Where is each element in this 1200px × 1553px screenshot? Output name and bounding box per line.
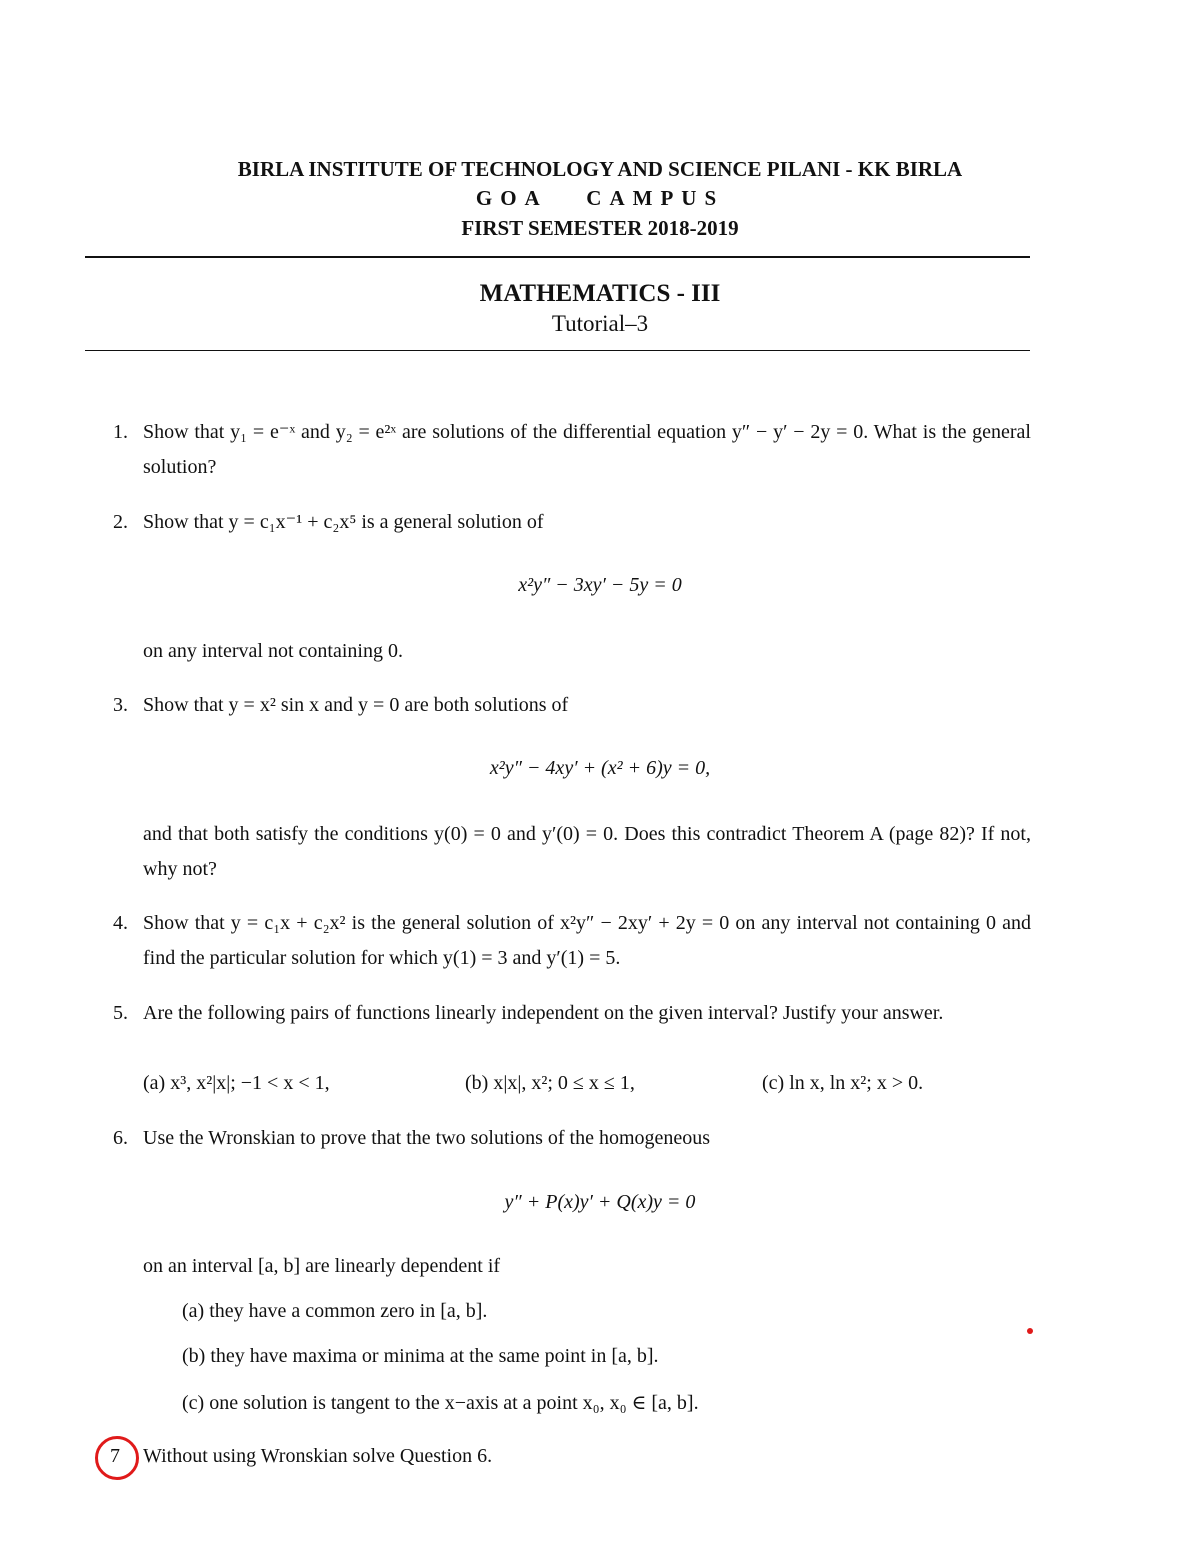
red-annotation-dot bbox=[1027, 1328, 1033, 1334]
question-5-number: 5. bbox=[113, 1002, 128, 1024]
question-5-text: Are the following pairs of functions linearly independent on the given interval? Justify your answer. bbox=[143, 1002, 944, 1024]
question-6-after: on an interval [a, b] are linearly dependent if bbox=[143, 1255, 501, 1277]
question-4-text: Show that y = c₁x + c₂x² is the general solution of x²y″ − 2xy′ + 2y = 0 on any interval not containing 0 and find the particular solution for which y(1) = 3 and y′(1) = 5. bbox=[143, 912, 1031, 969]
question-3-after: and that both satisfy the conditions y(0) = 0 and y′(0) = 0. Does this contradict Theorem A (page 82)? If not, why not? bbox=[143, 823, 1031, 880]
question-2-number: 2. bbox=[113, 511, 128, 533]
header-divider bbox=[85, 256, 1030, 258]
question-3-equation: x²y″ − 4xy′ + (x² + 6)y = 0, bbox=[489, 757, 711, 779]
question-6-part-b: (b) they have maxima or minima at the same point in [a, b]. bbox=[182, 1345, 659, 1367]
question-6-part-c: (c) one solution is tangent to the x−axis at a point x₀, x₀ ∈ [a, b]. bbox=[182, 1392, 699, 1414]
question-7-number: 7 bbox=[110, 1445, 120, 1467]
question-6-equation: y″ + P(x)y′ + Q(x)y = 0 bbox=[504, 1191, 696, 1213]
question-5-part-a: (a) x³, x²|x|; −1 < x < 1, bbox=[143, 1072, 330, 1094]
question-1-number: 1. bbox=[113, 421, 128, 443]
question-2-equation: x²y″ − 3xy′ − 5y = 0 bbox=[518, 574, 682, 596]
question-3-number: 3. bbox=[113, 694, 128, 716]
campus-name: GOA CAMPUS bbox=[475, 186, 725, 210]
question-5-part-b: (b) x|x|, x²; 0 ≤ x ≤ 1, bbox=[465, 1072, 635, 1094]
question-2-after: on any interval not containing 0. bbox=[143, 640, 403, 662]
question-6-text: Use the Wronskian to prove that the two solutions of the homogeneous bbox=[143, 1127, 711, 1149]
question-2-text: Show that y = c₁x⁻¹ + c₂x⁵ is a general solution of bbox=[143, 511, 544, 533]
course-title: MATHEMATICS - III bbox=[479, 280, 721, 307]
institute-name: BIRLA INSTITUTE OF TECHNOLOGY AND SCIENCE PILANI - KK BIRLA bbox=[237, 157, 963, 181]
question-5-part-c: (c) ln x, ln x²; x > 0. bbox=[762, 1072, 924, 1094]
question-7-text: Without using Wronskian solve Question 6. bbox=[143, 1445, 493, 1467]
question-6-number: 6. bbox=[113, 1127, 128, 1149]
semester-label: FIRST SEMESTER 2018-2019 bbox=[461, 216, 739, 240]
question-4-number: 4. bbox=[113, 912, 128, 934]
title-divider bbox=[85, 350, 1030, 351]
question-1-text: Show that y₁ = e⁻ˣ and y₂ = e²ˣ are solutions of the differential equation y″ − y′ − 2y = 0. What is the general solution? bbox=[143, 421, 1031, 478]
question-3-text: Show that y = x² sin x and y = 0 are both solutions of bbox=[143, 694, 569, 716]
tutorial-subtitle: Tutorial–3 bbox=[551, 311, 649, 336]
question-6-part-a: (a) they have a common zero in [a, b]. bbox=[182, 1300, 488, 1322]
